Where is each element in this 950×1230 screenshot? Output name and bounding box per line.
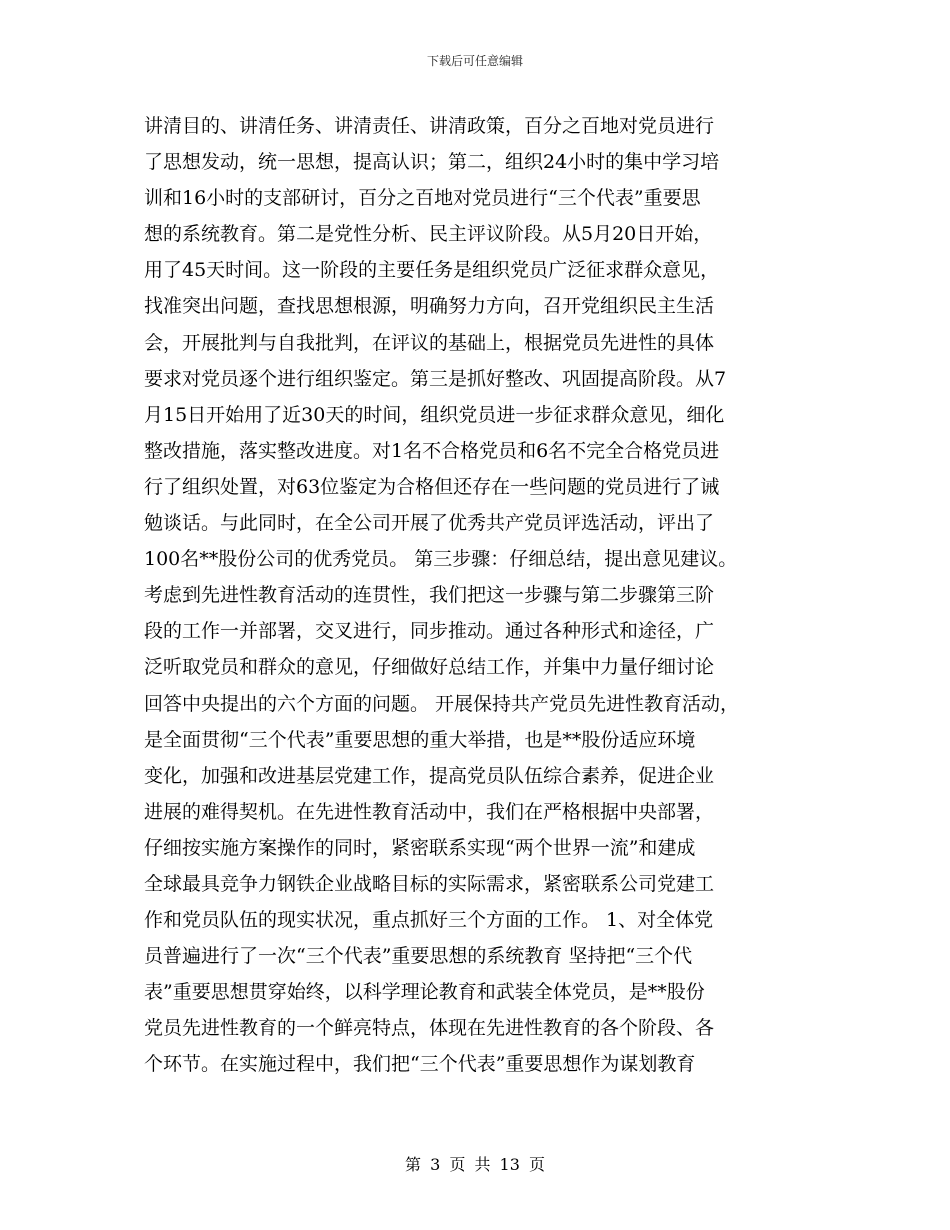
text-line-23: 作和党员队伍的现实状况，重点抓好三个方面的工作。 1、对全体党 xyxy=(144,909,714,932)
text-line-19: 变化，加强和改进基层党建工作，提高党员队伍综合素养，促进企业 xyxy=(144,764,715,787)
text-line-24: 员普遍进行了一次“三个代表”重要思想的系统教育 坚持把“三个代 xyxy=(144,945,693,968)
text-line-22: 全球最具竞争力钢铁企业战略目标的实际需求，紧密联系公司党建工 xyxy=(144,872,715,895)
text-line-6: 找准突出问题，查找思想根源，明确努力方向，召开党组织民主生活 xyxy=(144,295,715,318)
text-line-21: 仔细按实施方案操作的同时，紧密联系实现“两个世界一流”和建成 xyxy=(144,836,696,859)
text-line-25: 表”重要思想贯穿始终，以科学理论教育和武装全体党员，是**股份 xyxy=(144,981,705,1004)
text-line-17: 回答中央提出的六个方面的问题。 开展保持共产党员先进性教育活动， xyxy=(144,692,740,715)
text-line-8: 要求对党员逐个进行组织鉴定。第三是抓好整改、巩固提高阶段。从7 xyxy=(144,367,727,390)
text-line-27: 个环节。在实施过程中，我们把“三个代表”重要思想作为谋划教育 xyxy=(144,1053,696,1076)
text-line-12: 勉谈话。与此同时，在全公司开展了优秀共产党员评选活动，评出了 xyxy=(144,512,715,535)
text-line-2: 了思想发动，统一思想，提高认识；第二，组织24小时的集中学习培 xyxy=(144,151,720,174)
document-body xyxy=(144,108,824,1083)
text-line-4: 想的系统教育。第二是党性分析、民主评议阶段。从5月20日开始， xyxy=(144,223,713,246)
text-line-9: 月15日开始用了近30天的时间，组织党员进一步征求群众意见，细化 xyxy=(144,403,725,426)
text-line-15: 段的工作一并部署，交叉进行，同步推动。通过各种形式和途径，广 xyxy=(144,620,715,643)
text-line-16: 泛听取党员和群众的意见，仔细做好总结工作，并集中力量仔细讨论 xyxy=(144,656,715,679)
page-number: 第 3 页 共 13 页 xyxy=(405,1155,545,1174)
text-line-5: 用了45天时间。这一阶段的主要任务是组织党员广泛征求群众意见， xyxy=(144,259,720,282)
text-line-1: 讲清目的、讲清任务、讲清责任、讲清政策，百分之百地对党员进行 xyxy=(144,115,715,137)
text-line-14: 考虑到先进性教育活动的连贯性，我们把这一步骤与第二步骤第三阶 xyxy=(144,584,715,607)
text-line-3: 训和16小时的支部研讨，百分之百地对党员进行“三个代表”重要思 xyxy=(144,187,701,210)
text-line-18: 是全面贯彻“三个代表”重要思想的重大举措，也是**股份适应环境 xyxy=(144,728,696,751)
text-line-20: 进展的难得契机。在先进性教育活动中，我们在严格根据中央部署， xyxy=(144,800,715,823)
text-line-10: 整改措施，落实整改进度。对1名不合格党员和6名不完全合格党员进 xyxy=(144,439,720,462)
text-line-26: 党员先进性教育的一个鲜亮特点，体现在先进性教育的各个阶段、各 xyxy=(144,1017,715,1040)
text-line-11: 行了组织处置，对63位鉴定为合格但还存在一些问题的党员进行了诫 xyxy=(144,475,720,498)
text-line-7: 会，开展批判与自我批判，在评议的基础上，根据党员先进性的具体 xyxy=(144,331,715,354)
page-header-note: 下载后可任意编辑 xyxy=(426,54,523,68)
text-line-13: 100名**股份公司的优秀党员。 第三步骤：仔细总结，提出意见建议。 xyxy=(144,548,738,571)
